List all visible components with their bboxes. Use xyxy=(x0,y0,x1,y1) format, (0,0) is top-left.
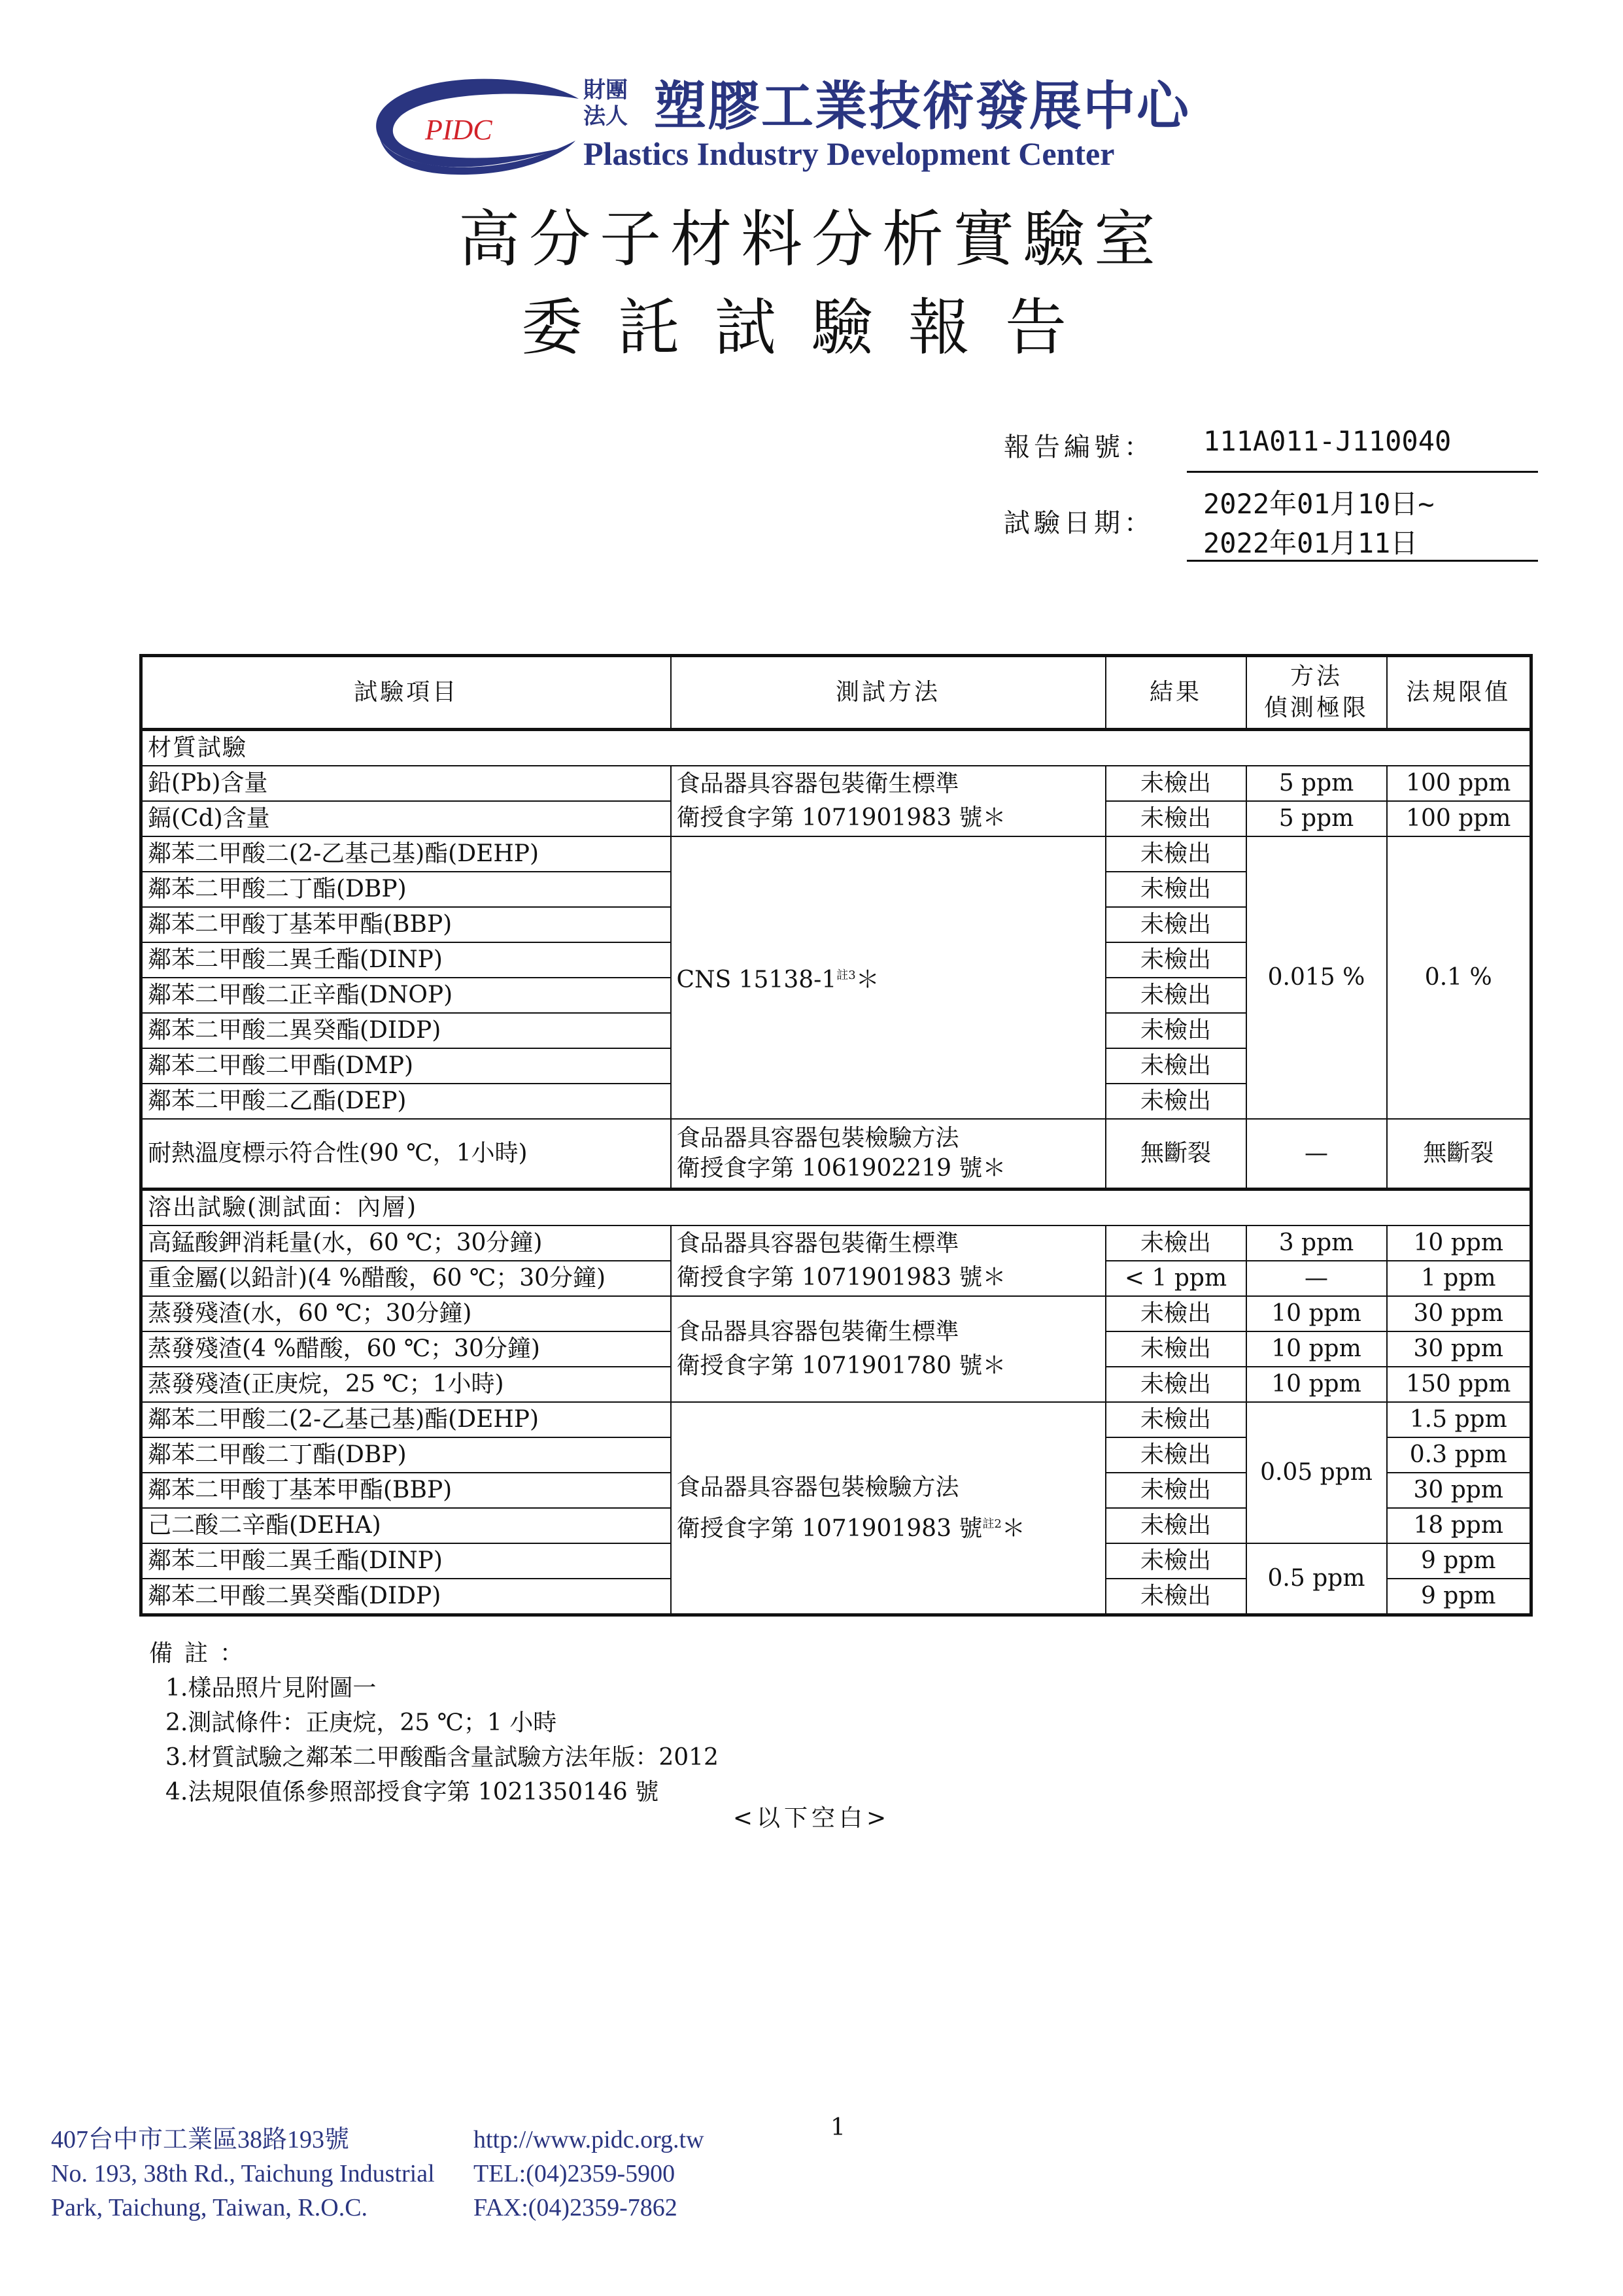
result-cell: 無斷裂 xyxy=(1106,1119,1246,1190)
method-cell: 食品器具容器包裝檢驗方法 衛授食字第 1071901983 號$^{註2}$＊ xyxy=(671,1402,1106,1615)
method-cell: 食品器具容器包裝檢驗方法 衛授食字第 1061902219 號＊ xyxy=(671,1119,1106,1190)
section-material: 材質試驗 xyxy=(141,730,1531,766)
regulation-cell: 150 ppm xyxy=(1387,1367,1531,1402)
report-number-label: 報告編號： xyxy=(1004,432,1154,462)
note-item: 3.材質試驗之鄰苯二甲酸酯含量試驗方法年版：2012 xyxy=(165,1744,719,1771)
result-cell: 未檢出 xyxy=(1106,1579,1246,1615)
org-name-en: Plastics Industry Development Center xyxy=(583,135,1115,172)
table-row xyxy=(141,1296,1531,1331)
test-date-underline xyxy=(1187,560,1538,562)
result-cell: 未檢出 xyxy=(1106,1367,1246,1402)
footer-contact xyxy=(473,2123,704,2225)
test-date-label: 試驗日期： xyxy=(1004,508,1154,538)
item-cell: 蒸發殘渣(正庚烷，25 ℃；1小時) xyxy=(141,1367,671,1402)
document-title: 委託試驗報告 xyxy=(521,292,1102,364)
notes-heading: 備註： xyxy=(149,1640,256,1667)
table-row xyxy=(141,766,1531,801)
regulation-cell: 10 ppm xyxy=(1387,1225,1531,1261)
item-cell: 鎘(Cd)含量 xyxy=(141,801,671,836)
item-cell: 高錳酸鉀消耗量(水，60 ℃；30分鐘) xyxy=(141,1225,671,1261)
table-row xyxy=(141,836,1531,872)
header-regulation: 法規限值 xyxy=(1387,656,1531,730)
results-table xyxy=(139,654,1533,1617)
regulation-cell: 1 ppm xyxy=(1387,1261,1531,1296)
report-number: 111A011-J110040 xyxy=(1203,425,1452,457)
limit-cell: — xyxy=(1246,1261,1387,1296)
result-cell: 未檢出 xyxy=(1106,1543,1246,1579)
table-row xyxy=(141,1119,1531,1190)
method-cell: 食品器具容器包裝衛生標準 衛授食字第 1071901983 號＊ xyxy=(671,1225,1106,1296)
item-cell: 鄰苯二甲酸二異壬酯(DINP) xyxy=(141,942,671,978)
limit-cell: 10 ppm xyxy=(1246,1367,1387,1402)
section-migration: 溶出試驗(測試面：內層) xyxy=(141,1190,1531,1226)
result-cell: 未檢出 xyxy=(1106,1296,1246,1331)
item-cell: 蒸發殘渣(水，60 ℃；30分鐘) xyxy=(141,1296,671,1331)
address-en-line1: No. 193, 38th Rd., Taichung Industrial xyxy=(51,2160,435,2187)
regulation-cell: 無斷裂 xyxy=(1387,1119,1531,1190)
fax-number: FAX:(04)2359-7862 xyxy=(473,2194,677,2221)
report-number-underline xyxy=(1187,471,1538,473)
item-cell: 鄰苯二甲酸二異癸酯(DIDP) xyxy=(141,1013,671,1048)
result-cell: 未檢出 xyxy=(1106,766,1246,801)
result-cell: 未檢出 xyxy=(1106,1508,1246,1543)
result-cell: 未檢出 xyxy=(1106,872,1246,907)
result-cell: 未檢出 xyxy=(1106,801,1246,836)
header-item: 試驗項目 xyxy=(141,656,671,730)
item-cell: 重金屬(以鉛計)(4 %醋酸，60 ℃；30分鐘) xyxy=(141,1261,671,1296)
note-item: 2.測試條件：正庚烷，25 ℃；1 小時 xyxy=(165,1709,557,1736)
address-cn: 407台中市工業區38路193號 xyxy=(51,2126,350,2153)
method-cell: 食品器具容器包裝衛生標準 衛授食字第 1071901780 號＊ xyxy=(671,1296,1106,1402)
limit-cell: 10 ppm xyxy=(1246,1331,1387,1367)
table-header-row xyxy=(141,656,1531,730)
section-row xyxy=(141,730,1531,766)
limit-cell: — xyxy=(1246,1119,1387,1190)
result-cell: 未檢出 xyxy=(1106,978,1246,1013)
limit-cell: 0.5 ppm xyxy=(1246,1543,1387,1615)
item-cell: 鄰苯二甲酸二丁酯(DBP) xyxy=(141,1437,671,1473)
footer-address xyxy=(51,2123,435,2225)
item-cell: 己二酸二辛酯(DEHA) xyxy=(141,1508,671,1543)
result-cell: < 1 ppm xyxy=(1106,1261,1246,1296)
regulation-cell: 100 ppm xyxy=(1387,801,1531,836)
header-result: 結果 xyxy=(1106,656,1246,730)
item-cell: 鄰苯二甲酸二甲酯(DMP) xyxy=(141,1048,671,1084)
notes-section xyxy=(149,1636,719,1809)
item-cell: 鄰苯二甲酸二異癸酯(DIDP) xyxy=(141,1579,671,1615)
result-cell: 未檢出 xyxy=(1106,1331,1246,1367)
lab-name: 高分子材料分析實驗室 xyxy=(458,204,1165,275)
item-cell: 鄰苯二甲酸二(2-乙基己基)酯(DEHP) xyxy=(141,836,671,872)
org-name-cn: 塑膠工業技術發展中心 xyxy=(654,76,1190,137)
table-row xyxy=(141,1225,1531,1261)
regulation-cell: 18 ppm xyxy=(1387,1508,1531,1543)
limit-cell: 0.015 % xyxy=(1246,836,1387,1119)
item-cell: 鄰苯二甲酸二丁酯(DBP) xyxy=(141,872,671,907)
test-date-start: 2022年01月10日~ xyxy=(1203,488,1435,520)
item-cell: 鄰苯二甲酸丁基苯甲酯(BBP) xyxy=(141,1473,671,1508)
item-cell: 蒸發殘渣(4 %醋酸，60 ℃；30分鐘) xyxy=(141,1331,671,1367)
table-row xyxy=(141,1402,1531,1437)
result-cell: 未檢出 xyxy=(1106,1473,1246,1508)
test-date-end: 2022年01月11日 xyxy=(1203,527,1418,559)
org-type-prefix: 財團 法人 xyxy=(583,77,628,129)
note-item: 4.法規限值係參照部授食字第 1021350146 號 xyxy=(165,1779,659,1806)
regulation-cell: 100 ppm xyxy=(1387,766,1531,801)
regulation-cell: 9 ppm xyxy=(1387,1579,1531,1615)
result-cell: 未檢出 xyxy=(1106,907,1246,942)
note-item: 1.樣品照片見附圖一 xyxy=(165,1675,377,1702)
end-of-content-marker: <以下空白> xyxy=(732,1805,891,1832)
address-en-line2: Park, Taichung, Taiwan, R.O.C. xyxy=(51,2194,368,2221)
result-cell: 未檢出 xyxy=(1106,1048,1246,1084)
regulation-cell: 30 ppm xyxy=(1387,1296,1531,1331)
limit-cell: 10 ppm xyxy=(1246,1296,1387,1331)
regulation-cell: 30 ppm xyxy=(1387,1473,1531,1508)
result-cell: 未檢出 xyxy=(1106,1225,1246,1261)
item-cell: 鄰苯二甲酸二(2-乙基己基)酯(DEHP) xyxy=(141,1402,671,1437)
regulation-cell: 0.1 % xyxy=(1387,836,1531,1119)
header-method: 測試方法 xyxy=(671,656,1106,730)
result-cell: 未檢出 xyxy=(1106,942,1246,978)
regulation-cell: 0.3 ppm xyxy=(1387,1437,1531,1473)
method-cell: CNS 15138-1$^{註3}$＊ xyxy=(671,836,1106,1119)
method-cell: 食品器具容器包裝衛生標準 衛授食字第 1071901983 號＊ xyxy=(671,766,1106,836)
result-cell: 未檢出 xyxy=(1106,1402,1246,1437)
header-detection-limit: 方法 偵測極限 xyxy=(1246,656,1387,730)
regulation-cell: 30 ppm xyxy=(1387,1331,1531,1367)
limit-cell: 0.05 ppm xyxy=(1246,1402,1387,1543)
result-cell: 未檢出 xyxy=(1106,836,1246,872)
item-cell: 耐熱溫度標示符合性(90 ℃，1小時) xyxy=(141,1119,671,1190)
pidc-logo xyxy=(369,75,589,180)
item-cell: 鉛(Pb)含量 xyxy=(141,766,671,801)
svg-text:PIDC: PIDC xyxy=(425,114,492,146)
result-cell: 未檢出 xyxy=(1106,1084,1246,1119)
item-cell: 鄰苯二甲酸二異壬酯(DINP) xyxy=(141,1543,671,1579)
limit-cell: 5 ppm xyxy=(1246,801,1387,836)
regulation-cell: 9 ppm xyxy=(1387,1543,1531,1579)
phone-number: TEL:(04)2359-5900 xyxy=(473,2160,675,2187)
website-link[interactable]: http://www.pidc.org.tw xyxy=(473,2126,704,2153)
item-cell: 鄰苯二甲酸二乙酯(DEP) xyxy=(141,1084,671,1119)
limit-cell: 3 ppm xyxy=(1246,1225,1387,1261)
regulation-cell: 1.5 ppm xyxy=(1387,1402,1531,1437)
result-cell: 未檢出 xyxy=(1106,1013,1246,1048)
limit-cell: 5 ppm xyxy=(1246,766,1387,801)
result-cell: 未檢出 xyxy=(1106,1437,1246,1473)
page-number: 1 xyxy=(830,2114,846,2141)
item-cell: 鄰苯二甲酸二正辛酯(DNOP) xyxy=(141,978,671,1013)
section-row xyxy=(141,1190,1531,1226)
item-cell: 鄰苯二甲酸丁基苯甲酯(BBP) xyxy=(141,907,671,942)
